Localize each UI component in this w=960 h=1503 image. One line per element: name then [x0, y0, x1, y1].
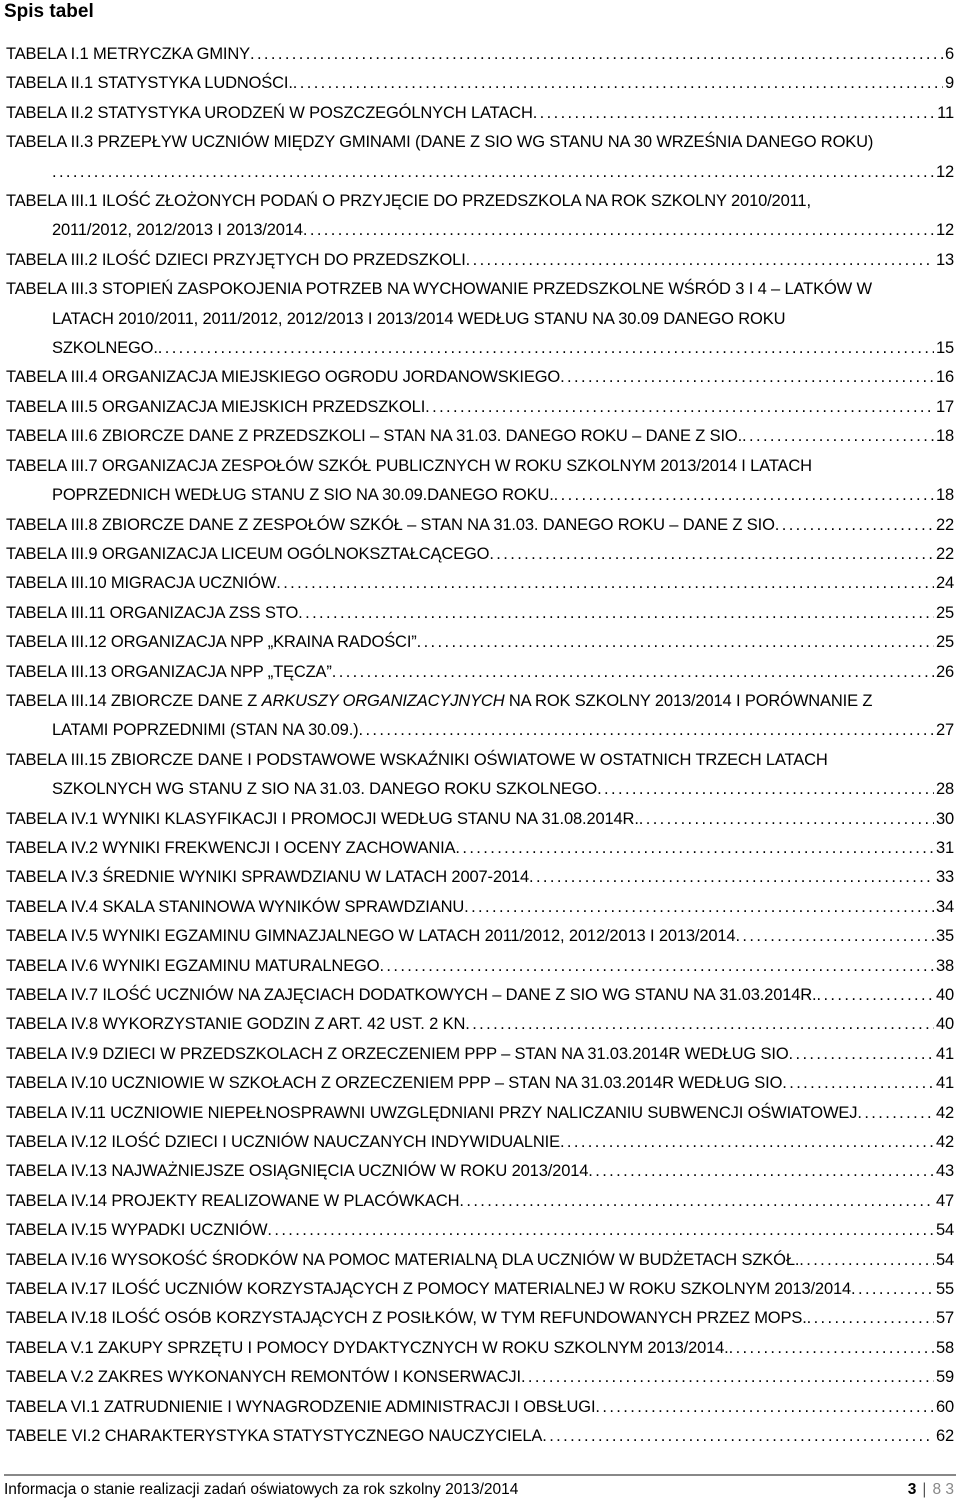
toc-entry-title: TABELA II.1 STATYSTYKA LUDNOŚCI.: [6, 74, 293, 93]
page-footer: [4, 1480, 954, 1500]
toc-entry-title: TABELA IV.4 SKALA STANINOWA WYNIKÓW SPRAWDZIANU: [6, 897, 465, 916]
toc-leader-dots: [250, 40, 943, 69]
toc-entry-title: TABELA IV.7 ILOŚĆ UCZNIÓW NA ZAJĘCIACH DODATKOWYCH – DANE Z SIO WG STANU NA 31.03.2014R.: [6, 986, 817, 1004]
toc-page-number: 35: [935, 927, 954, 946]
toc-entry[interactable]: [6, 1334, 954, 1363]
toc-leader-dots: [489, 540, 934, 569]
toc-entry[interactable]: [6, 922, 954, 951]
toc-page-number: 30: [935, 809, 954, 828]
toc-page-number: 38: [935, 956, 954, 975]
toc-page-number: 58: [935, 1338, 954, 1357]
toc-leader-dots: [267, 1216, 934, 1245]
page-title: Spis tabel: [4, 1, 94, 22]
toc-entry-title: TABELA III.8 ZBIORCZE DANE Z ZESPOŁÓW SZKÓŁ – STAN NA 31.03. DANEGO ROKU – DANE Z SIO: [6, 515, 775, 534]
toc-entry[interactable]: [6, 422, 954, 451]
toc-entry-title: TABELA III.15 ZBIORCZE DANE I PODSTAWOWE WSKAŹNIKI OŚWIATOWE W OSTATNICH TRZECH LATACH: [6, 750, 828, 769]
toc-entry[interactable]: [6, 1246, 954, 1275]
toc-entry-title: TABELA III.12 ORGANIZACJA NPP „KRAINA RADOŚCI”: [6, 633, 417, 652]
toc-entry[interactable]: [6, 275, 954, 363]
toc-page-number: 15: [935, 339, 954, 358]
toc-entry-title: TABELA IV.15 WYPADKI UCZNIÓW: [6, 1221, 268, 1240]
toc-leader-dots: [303, 216, 934, 245]
toc-leader-dots: [595, 1393, 934, 1422]
toc-entry-title: TABELA IV.5 WYNIKI EGZAMINU GIMNAZJALNEGO W LATACH 2011/2012, 2012/2013 I 2013/2014: [6, 927, 736, 946]
toc-entry-title: TABELA III.1 ILOŚĆ ZŁOŻONYCH PODAŃ O PRZYJĘCIE DO PRZEDSZKOLA NA ROK SZKOLNY 2010/2011,: [6, 192, 811, 211]
toc-entry-title: TABELA III.5 ORGANIZACJA MIEJSKICH PRZEDSZKOLI: [6, 397, 426, 416]
toc-page-number: 47: [935, 1191, 954, 1210]
toc-entry-title: TABELA III.6 ZBIORCZE DANE Z PRZEDSZKOLI – STAN NA 31.03. DANEGO ROKU – DANE Z SIO.: [6, 427, 743, 446]
toc-leader-dots: [529, 863, 934, 892]
toc-entry-title: LATACH 2010/2011, 2011/2012, 2012/2013 I 2013/2014 WEDŁUG STANU NA 30.09 DANEGO ROKU: [52, 309, 786, 328]
toc-page-number: 28: [935, 780, 954, 799]
toc-page-number: 13: [935, 250, 954, 269]
toc-entry[interactable]: [6, 1363, 954, 1392]
toc-leader-dots: [742, 422, 934, 451]
toc-leader-dots: [799, 1246, 934, 1275]
toc-entry[interactable]: [6, 687, 954, 746]
toc-leader-dots: [298, 599, 934, 628]
toc-entry[interactable]: [6, 1069, 954, 1098]
toc-page-number: 27: [935, 721, 954, 740]
page-separator: |: [922, 1481, 927, 1498]
toc-page-number: 12: [935, 162, 954, 181]
toc-entry[interactable]: [6, 540, 954, 569]
toc-leader-dots: [782, 1069, 934, 1098]
toc-page-number: 26: [935, 662, 954, 681]
toc-leader-dots: [560, 363, 934, 392]
toc-entry-title: TABELA III.7 ORGANIZACJA ZESPOŁÓW SZKÓŁ PUBLICZNYCH W ROKU SZKOLNYM 2013/2014 I LATACH: [6, 456, 812, 475]
toc-leader-dots: [857, 1099, 934, 1128]
toc-page-number: 40: [935, 986, 954, 1004]
toc-entry[interactable]: [6, 1157, 954, 1186]
page-number: [908, 1480, 954, 1500]
toc-leader-dots: [459, 1187, 934, 1216]
toc-page-number: 54: [935, 1221, 954, 1240]
toc-entry[interactable]: [6, 393, 954, 422]
toc-leader-dots: [554, 481, 934, 510]
toc-leader-dots: [425, 393, 934, 422]
toc-entry[interactable]: [6, 69, 954, 98]
toc-page-number: 59: [935, 1368, 954, 1387]
toc-page-number: 31: [935, 838, 954, 857]
toc-entry[interactable]: [6, 1393, 954, 1422]
table-of-contents: [6, 40, 954, 1452]
toc-leader-dots: [52, 158, 934, 187]
toc-entry[interactable]: [6, 658, 954, 687]
toc-entry-title: TABELA III.14 ZBIORCZE DANE Z ARKUSZY ORGANIZACYJNYCH NA ROK SZKOLNY 2013/2014 I PORÓWNANIE Z: [6, 691, 873, 710]
toc-leader-dots: [560, 1128, 934, 1157]
toc-page-number: 22: [935, 515, 954, 534]
toc-entry-title: TABELA III.2 ILOŚĆ DZIECI PRZYJĘTYCH DO PRZEDSZKOLI: [6, 250, 466, 269]
toc-entry-emphasis: ARKUSZY ORGANIZACYJNYCH: [261, 691, 505, 710]
toc-entry[interactable]: [6, 187, 954, 246]
toc-entry-title: TABELA IV.10 UCZNIOWIE W SZKOŁACH Z ORZECZENIEM PPP – STAN NA 31.03.2014R WEDŁUG SIO: [6, 1074, 783, 1093]
footer-divider: [4, 1474, 956, 1476]
toc-page-number: 6: [944, 45, 954, 63]
toc-entry-title: TABELA III.9 ORGANIZACJA LICEUM OGÓLNOKSZTAŁCĄCEGO: [6, 544, 490, 563]
toc-page-number: 9: [944, 74, 954, 93]
toc-page-number: 41: [935, 1074, 954, 1093]
toc-entry-title: TABELA III.4 ORGANIZACJA MIEJSKIEGO OGRODU JORDANOWSKIEGO: [6, 368, 561, 387]
toc-entry[interactable]: [6, 452, 954, 511]
toc-page-number: 55: [935, 1280, 954, 1299]
toc-leader-dots: [276, 569, 934, 598]
toc-page-number: 22: [935, 544, 954, 563]
toc-leader-dots: [542, 1422, 934, 1451]
toc-leader-dots: [158, 334, 934, 363]
toc-entry[interactable]: [6, 1422, 954, 1451]
toc-leader-dots: [639, 805, 934, 834]
toc-leader-dots: [332, 658, 934, 687]
toc-entry-title: TABELA IV.11 UCZNIOWIE NIEPEŁNOSPRAWNI UWZGLĘDNIANI PRZY NALICZANIU SUBWENCJI OŚWIATOWEJ: [6, 1103, 858, 1122]
toc-entry[interactable]: [6, 1304, 954, 1333]
toc-entry-title: TABELA IV.14 PROJEKTY REALIZOWANE W PLACÓWKACH: [6, 1191, 460, 1210]
toc-entry-title: SZKOLNYCH WG STANU Z SIO NA 31.03. DANEGO ROKU SZKOLNEGO: [52, 780, 598, 799]
toc-entry-title: 2011/2012, 2012/2013 I 2013/2014: [52, 221, 303, 240]
toc-entry[interactable]: [6, 1010, 954, 1039]
toc-entry[interactable]: [6, 569, 954, 598]
toc-page-number: 18: [935, 427, 954, 446]
toc-entry[interactable]: [6, 893, 954, 922]
toc-entry-title: TABELA II.2 STATYSTYKA URODZEŃ W POSZCZEGÓLNYCH LATACH: [6, 103, 533, 122]
toc-leader-dots: [533, 99, 935, 128]
toc-entry-title: TABELA IV.8 WYKORZYSTANIE GODZIN Z ART. 42 UST. 2 KN: [6, 1015, 466, 1034]
toc-entry[interactable]: [6, 246, 954, 275]
toc-leader-dots: [851, 1275, 934, 1304]
toc-entry-title: TABELA IV.17 ILOŚĆ UCZNIÓW KORZYSTAJĄCYCH Z POMOCY MATERIALNEJ W ROKU SZKOLNYM 2013/2014: [6, 1280, 852, 1299]
toc-entry-title: TABELA III.11 ORGANIZACJA ZSS STO: [6, 603, 299, 622]
toc-entry-title: TABELA IV.3 ŚREDNIE WYNIKI SPRAWDZIANU W LATACH 2007-2014: [6, 868, 529, 887]
toc-entry-title: TABELA VI.1 ZATRUDNIENIE I WYNAGRODZENIE ADMINISTRACJI I OBSŁUGI: [6, 1397, 596, 1416]
toc-entry[interactable]: [6, 511, 954, 540]
toc-leader-dots: [597, 775, 934, 804]
toc-entry-title: LATAMI POPRZEDNIMI (STAN NA 30.09.): [52, 721, 359, 740]
toc-leader-dots: [789, 1040, 934, 1069]
toc-entry-title: TABELA IV.12 ILOŚĆ DZIECI I UCZNIÓW NAUCZANYCH INDYWIDUALNIE: [6, 1133, 560, 1152]
toc-entry-title: TABELA IV.1 WYNIKI KLASYFIKACJI I PROMOCJI WEDŁUG STANU NA 31.08.2014R.: [6, 809, 639, 828]
toc-entry-title: SZKOLNEGO.: [52, 339, 158, 358]
toc-entry[interactable]: [6, 834, 954, 863]
toc-entry-title: TABELA IV.2 WYNIKI FREKWENCJI I OCENY ZACHOWANIA: [6, 838, 456, 857]
toc-entry-title: TABELA V.1 ZAKUPY SPRZĘTU I POMOCY DYDAKTYCZNYCH W ROKU SZKOLNYM 2013/2014.: [6, 1338, 729, 1357]
toc-entry-title: TABELA I.1 METRYCZKA GMINY: [6, 45, 250, 63]
toc-entry-title: TABELA III.13 ORGANIZACJA NPP „TĘCZA”: [6, 662, 332, 681]
toc-entry[interactable]: [6, 599, 954, 628]
toc-page-number: 62: [935, 1427, 954, 1446]
toc-leader-dots: [464, 893, 934, 922]
toc-page-number: 40: [935, 1015, 954, 1034]
toc-entry-title: TABELA IV.13 NAJWAŻNIEJSZE OSIĄGNIĘCIA UCZNIÓW W ROKU 2013/2014: [6, 1162, 589, 1181]
current-page-number: 3: [907, 1481, 917, 1498]
toc-entry[interactable]: [6, 628, 954, 657]
toc-page-number: 24: [935, 574, 954, 593]
total-pages: 8 3: [932, 1481, 954, 1498]
toc-page-number: 33: [935, 868, 954, 887]
toc-entry-title: TABELA IV.16 WYSOKOŚĆ ŚRODKÓW NA POMOC MATERIALNĄ DLA UCZNIÓW W BUDŻETACH SZKÓŁ.: [6, 1250, 800, 1269]
toc-entry-title: POPRZEDNICH WEDŁUG STANU Z SIO NA 30.09.DANEGO ROKU.: [52, 486, 554, 505]
toc-leader-dots: [521, 1363, 934, 1392]
toc-leader-dots: [735, 922, 933, 951]
toc-entry[interactable]: [6, 981, 954, 1010]
toc-entry-title: TABELA III.10 MIGRACJA UCZNIÓW: [6, 574, 277, 593]
toc-entry[interactable]: [6, 1187, 954, 1216]
toc-page-number: 54: [935, 1250, 954, 1269]
toc-leader-dots: [293, 69, 943, 98]
toc-entry[interactable]: [6, 952, 954, 981]
toc-entry[interactable]: [6, 863, 954, 892]
toc-page-number: 43: [935, 1162, 954, 1181]
toc-leader-dots: [358, 716, 933, 745]
toc-entry[interactable]: [6, 1275, 954, 1304]
toc-entry[interactable]: [6, 128, 954, 187]
toc-page-number: 57: [935, 1309, 954, 1328]
toc-page-number: 18: [935, 486, 954, 505]
toc-page-number: 25: [935, 603, 954, 622]
toc-entry[interactable]: [6, 40, 954, 69]
toc-page-number: 11: [937, 103, 954, 122]
toc-entry-title: TABELE VI.2 CHARAKTERYSTYKA STATYSTYCZNEGO NAUCZYCIELA: [6, 1427, 543, 1446]
toc-page-number: 41: [935, 1044, 954, 1063]
toc-leader-dots: [729, 1334, 934, 1363]
toc-leader-dots: [465, 1010, 934, 1039]
toc-leader-dots: [775, 511, 934, 540]
toc-leader-dots: [417, 628, 934, 657]
toc-entry[interactable]: [6, 805, 954, 834]
toc-entry[interactable]: [6, 1128, 954, 1157]
toc-page-number: 42: [935, 1133, 954, 1152]
toc-entry-title: TABELA V.2 ZAKRES WYKONANYCH REMONTÓW I KONSERWACJI: [6, 1368, 521, 1387]
toc-page-number: 12: [935, 221, 954, 240]
toc-leader-dots: [455, 834, 934, 863]
toc-page-number: 60: [935, 1397, 954, 1416]
toc-entry[interactable]: [6, 99, 954, 128]
toc-entry[interactable]: [6, 746, 954, 805]
toc-leader-dots: [379, 952, 934, 981]
toc-page-number: 25: [935, 633, 954, 652]
toc-leader-dots: [816, 981, 933, 1010]
toc-entry[interactable]: [6, 1040, 954, 1069]
footer-text: Informacja o stanie realizacji zadań oświatowych za rok szkolny 2013/2014: [4, 1481, 519, 1498]
toc-entry-title: TABELA II.3 PRZEPŁYW UCZNIÓW MIĘDZY GMINAMI (DANE Z SIO WG STANU NA 30 WRZEŚNIA DANEGO ROKU): [6, 133, 874, 152]
toc-entry-title: TABELA IV.9 DZIECI W PRZEDSZKOLACH Z ORZECZENIEM PPP – STAN NA 31.03.2014R WEDŁUG SIO: [6, 1044, 789, 1063]
toc-entry-title: TABELA IV.6 WYNIKI EGZAMINU MATURALNEGO: [6, 956, 380, 975]
toc-entry[interactable]: [6, 1216, 954, 1245]
toc-leader-dots: [466, 246, 934, 275]
toc-page-number: 17: [935, 397, 954, 416]
toc-entry[interactable]: [6, 363, 954, 392]
toc-leader-dots: [588, 1157, 934, 1186]
toc-entry-title: TABELA IV.18 ILOŚĆ OSÓB KORZYSTAJĄCYCH Z POSIŁKÓW, W TYM REFUNDOWANYCH PRZEZ MOPS.: [6, 1309, 807, 1328]
toc-entry[interactable]: [6, 1099, 954, 1128]
toc-page-number: 16: [935, 368, 954, 387]
toc-leader-dots: [807, 1304, 934, 1333]
toc-page-number: 34: [935, 897, 954, 916]
toc-entry-title: TABELA III.3 STOPIEŃ ZASPOKOJENIA POTRZEB NA WYCHOWANIE PRZEDSZKOLNE WŚRÓD 3 I 4 – LATKÓW W: [6, 280, 872, 299]
toc-page-number: 42: [935, 1103, 954, 1122]
